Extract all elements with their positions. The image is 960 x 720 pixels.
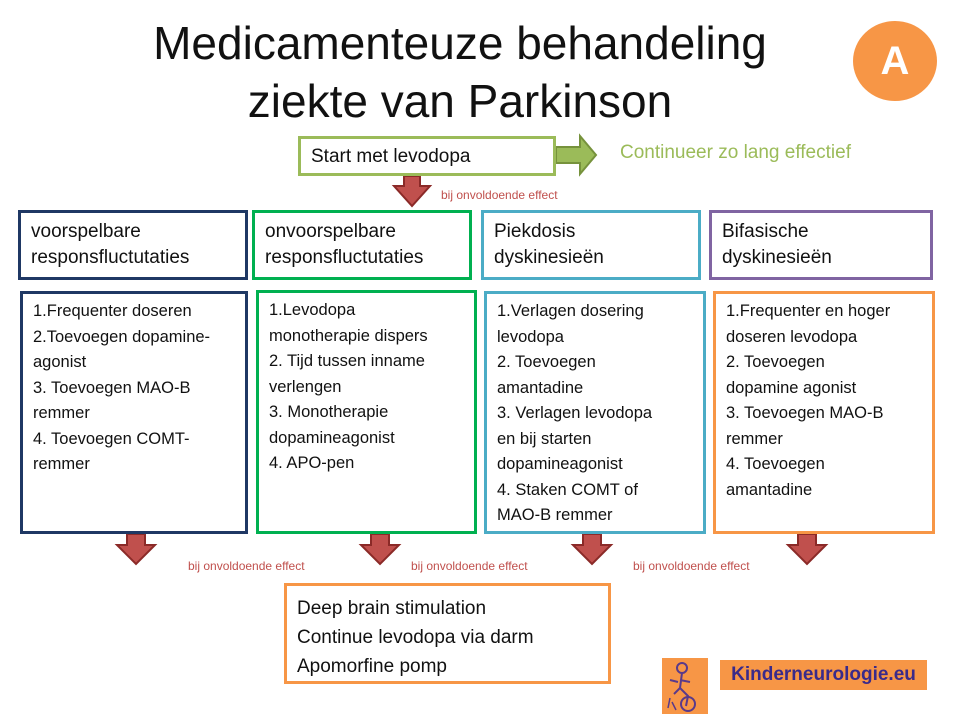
body-biphasic	[713, 291, 935, 534]
list-item: 1.Frequenter doseren	[33, 302, 192, 320]
list-item: remmer	[726, 429, 783, 448]
start-levodopa-box: Start met levodopa	[298, 136, 556, 176]
list-item: monotherapie dispers	[269, 326, 428, 345]
list-item: 2. Tijd tussen inname	[269, 352, 425, 370]
red-arrow-down-start	[394, 176, 430, 206]
continue-label: Continueer zo lang effectief	[620, 142, 851, 163]
green-arrow-right	[556, 136, 596, 174]
list-item: dopamine agonist	[726, 378, 857, 397]
body-peakdose	[484, 291, 706, 534]
title-line-1: Medicamenteuze behandeling	[153, 17, 767, 69]
heading-line: responsfluctutaties	[265, 247, 424, 268]
heading-line: responsfluctutaties	[31, 247, 190, 268]
heading-line: dyskinesieën	[494, 247, 604, 268]
list-item: 4. Staken COMT of	[497, 480, 638, 499]
heading-predictable	[18, 210, 248, 280]
list-item: doseren levodopa	[726, 327, 858, 346]
heading-line: voorspelbare	[31, 221, 141, 242]
badge-a: A	[853, 21, 937, 101]
list-item: agonist	[33, 353, 87, 371]
insufficient-effect-label-top: bij onvoldoende effect	[441, 188, 558, 202]
body-predictable	[20, 291, 248, 534]
insufficient-effect-label-3: bij onvoldoende effect	[633, 559, 750, 573]
list-item: 2. Toevoegen	[726, 353, 825, 371]
list-item: amantadine	[726, 480, 813, 499]
list-item: 4. Toevoegen	[726, 455, 825, 473]
title-line-2: ziekte van Parkinson	[247, 75, 673, 127]
list-item: 1.Verlagen dosering	[497, 302, 644, 320]
list-item: amantadine	[497, 378, 584, 397]
insufficient-effect-label-1: bij onvoldoende effect	[188, 559, 305, 573]
heading-line: onvoorspelbare	[265, 221, 396, 242]
list-item: en bij starten	[497, 429, 592, 448]
final-treatment-box	[284, 583, 611, 684]
list-item: 2. Toevoegen	[497, 353, 596, 371]
final-item: Deep brain stimulation	[297, 598, 487, 619]
list-item: levodopa	[497, 327, 564, 346]
list-item: 3. Monotherapie	[269, 403, 389, 421]
heading-unpredictable	[252, 210, 472, 280]
list-item: 3. Verlagen levodopa	[497, 404, 653, 422]
red-arrow-down-col4	[788, 534, 826, 564]
list-item: 1.Frequenter en hoger	[726, 302, 891, 320]
list-item: 1.Levodopa	[269, 301, 356, 319]
list-item: verlengen	[269, 377, 342, 396]
red-arrow-down-col3	[573, 534, 611, 564]
list-item: dopamineagonist	[497, 455, 623, 473]
heading-peakdose	[481, 210, 701, 280]
insufficient-effect-label-2: bij onvoldoende effect	[411, 559, 528, 573]
heading-line: dyskinesieën	[722, 247, 832, 268]
red-arrow-down-col2	[361, 534, 399, 564]
list-item: 4. Toevoegen COMT-	[33, 429, 190, 448]
heading-line: Piekdosis	[494, 221, 576, 242]
logo-text: Kinderneurologie.eu	[720, 660, 927, 690]
final-item: Apomorfine pomp	[297, 656, 447, 677]
list-item: dopamineagonist	[269, 428, 395, 447]
list-item: MAO-B remmer	[497, 506, 613, 524]
final-item: Continue levodopa via darm	[297, 627, 534, 648]
list-item: 4. APO-pen	[269, 454, 355, 472]
body-unpredictable	[256, 290, 477, 534]
logo-figure-icon	[662, 658, 708, 714]
list-item: 2.Toevoegen dopamine-	[33, 327, 211, 346]
red-arrow-down-col1	[117, 534, 155, 564]
list-item: 3. Toevoegen MAO-B	[726, 404, 884, 422]
list-item: remmer	[33, 404, 90, 422]
heading-line: Bifasische	[722, 221, 809, 242]
list-item: 3. Toevoegen MAO-B	[33, 378, 191, 397]
list-item: remmer	[33, 455, 90, 473]
heading-biphasic	[709, 210, 933, 280]
